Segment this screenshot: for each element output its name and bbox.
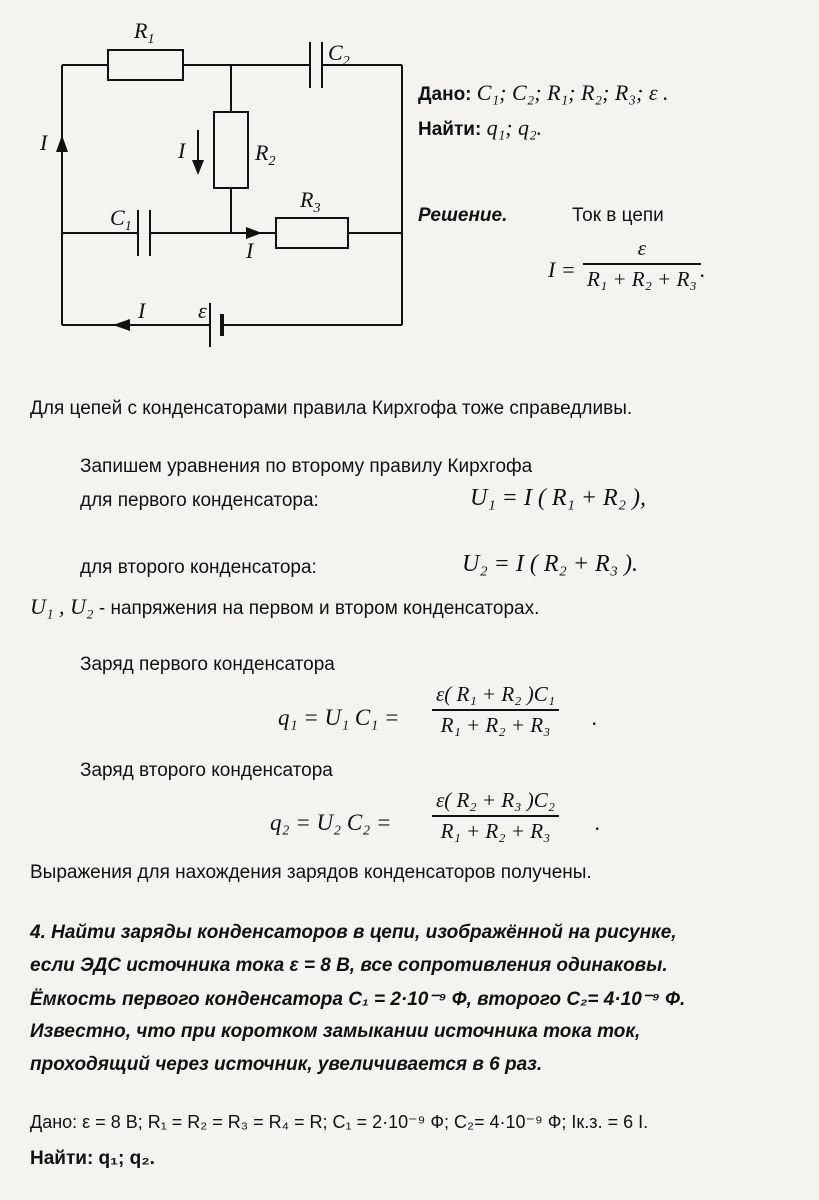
q2-fraction: ε( R₂ + R₃ )C₂ R₁ + R₂ + R₃ — [432, 788, 559, 844]
equation-u2: U₂ = I ( R₂ + R₃ ). — [462, 551, 639, 577]
svg-text:I: I — [138, 298, 146, 323]
kirchhoff-note: Для цепей с конденсаторами правила Кирхгофа тоже справедливы. — [30, 398, 633, 419]
svg-text:R2: $R_2$ — [255, 140, 276, 169]
find-line: Найти: q₁; q₂. — [418, 115, 543, 140]
problem4-line4: Известно, что при коротком замыкании источника тока ток, — [30, 1021, 641, 1042]
resistor-r2 — [214, 112, 248, 188]
current-lhs: I = — [548, 257, 576, 282]
write-eq-line2: для первого конденсатора: — [80, 490, 319, 511]
find4-line: Найти: q₁; q₂. — [30, 1148, 155, 1169]
problem4-line3: Ёмкость первого конденсатора C₁ = 2·10⁻⁹ Ф, второго C₂= 4·10⁻⁹ Ф. — [30, 989, 686, 1010]
solution-heading: Решение. — [418, 205, 508, 226]
given4-line: Дано: ε = 8 В; R₁ = R₂ = R₃ = R₄ = R; C₁ = 2·10⁻⁹ Ф; C₂= 4·10⁻⁹ Ф; Iк.з. = 6 I. — [30, 1112, 649, 1132]
problem4-line1: 4. Найти заряды конденсаторов в цепи, изображённой на рисунке, — [30, 922, 677, 943]
equation-u1: U₁ = I ( R₁ + R₂ ), — [470, 485, 647, 511]
voltages-line: U₁ , U₂ - напряжения на первом и втором конденсаторах. — [30, 594, 540, 619]
svg-text:C2: $C_2$ — [328, 40, 350, 69]
conclusion: Выражения для нахождения зарядов конденсаторов получены. — [30, 862, 592, 883]
write-eq-line1: Запишем уравнения по второму правилу Кирхгофа — [80, 456, 533, 477]
circuit-diagram — [0, 0, 420, 385]
svg-text:C1: $C_1$ — [110, 205, 132, 234]
current-fraction: ε R₁ + R₂ + R₃ — [583, 236, 701, 292]
second-cap-label: для второго конденсатора: — [80, 557, 317, 578]
svg-text:R1: $R_1$ — [134, 18, 155, 47]
resistor-r1 — [108, 50, 183, 80]
svg-text:I: I — [178, 138, 186, 163]
q1-fraction: ε( R₁ + R₂ )C₁ R₁ + R₂ + R₃ — [432, 682, 559, 738]
resistor-r3 — [276, 218, 348, 248]
svg-text:I: I — [246, 238, 254, 263]
problem4-line5: проходящий через источник, увеличивается в 6 раз. — [30, 1054, 543, 1075]
svg-text:I: I — [40, 130, 48, 155]
current-text: Ток в цепи — [572, 205, 664, 226]
svg-text:ε: ε — [198, 298, 207, 323]
problem4-line2: если ЭДС источника тока ε = 8 В, все сопротивления одинаковы. — [30, 955, 668, 976]
svg-text:R3: $R_3$ — [300, 187, 321, 216]
charge1-label: Заряд первого конденсатора — [80, 654, 335, 675]
charge2-label: Заряд второго конденсатора — [80, 760, 333, 781]
q2-lhs: q₂ = U₂ C₂ = — [270, 810, 392, 835]
given-line: Дано: C₁; C₂; R₁; R₂; R₃; ε . — [418, 80, 669, 105]
q1-lhs: q₁ = U₁ C₁ = — [278, 705, 400, 730]
